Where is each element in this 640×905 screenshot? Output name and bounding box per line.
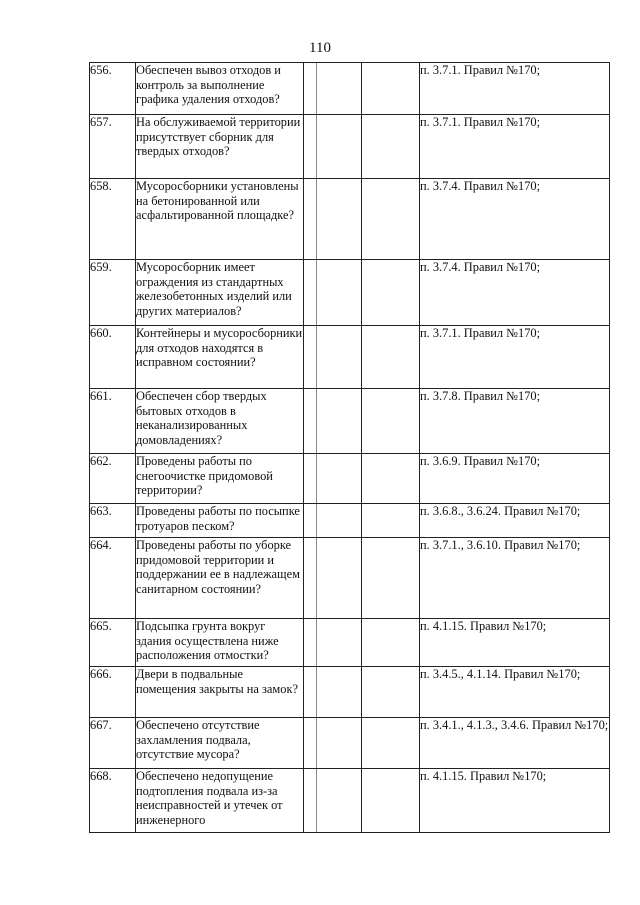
answer-cell-no[interactable] (362, 718, 420, 769)
row-reference: п. 3.6.8., 3.6.24. Правил №170; (420, 504, 610, 538)
table-row (90, 538, 610, 619)
answer-cell-no[interactable] (362, 538, 420, 619)
answer-cell-yes[interactable] (304, 504, 362, 538)
answer-cell-yes[interactable] (304, 63, 362, 115)
row-question: Обеспечен вывоз отходов и контроль за выполнение графика удаления отходов? (136, 63, 304, 115)
table-row (90, 619, 610, 667)
answer-cell-yes[interactable] (304, 260, 362, 326)
checklist-table (89, 62, 610, 833)
row-number: 660. (90, 326, 136, 389)
page-number: 110 (309, 40, 331, 56)
row-question: Мусоросборники установлены на бетонированной или асфальтированной площадке? (136, 179, 304, 260)
answer-cell-yes[interactable] (304, 538, 362, 619)
row-question: Обеспечен сбор твердых бытовых отходов в неканализированных домовладениях? (136, 389, 304, 454)
row-question: Проведены работы по посыпке тротуаров песком? (136, 504, 304, 538)
table-row (90, 260, 610, 326)
row-number: 665. (90, 619, 136, 667)
row-number: 664. (90, 538, 136, 619)
table-row (90, 667, 610, 718)
table-row (90, 326, 610, 389)
row-reference: п. 3.7.1., 3.6.10. Правил №170; (420, 538, 610, 619)
answer-cell-no[interactable] (362, 667, 420, 718)
answer-cell-no[interactable] (362, 454, 420, 504)
answer-cell-yes[interactable] (304, 389, 362, 454)
row-number: 657. (90, 115, 136, 179)
row-reference: п. 4.1.15. Правил №170; (420, 769, 610, 833)
table-row (90, 769, 610, 833)
answer-cell-yes[interactable] (304, 769, 362, 833)
answer-cell-yes[interactable] (304, 115, 362, 179)
table-row (90, 454, 610, 504)
row-reference: п. 3.7.1. Правил №170; (420, 115, 610, 179)
answer-cell-yes[interactable] (304, 718, 362, 769)
row-reference: п. 3.7.4. Правил №170; (420, 179, 610, 260)
table-row (90, 63, 610, 115)
row-number: 661. (90, 389, 136, 454)
table-row (90, 115, 610, 179)
answer-cell-yes[interactable] (304, 619, 362, 667)
answer-cell-no[interactable] (362, 326, 420, 389)
answer-cell-yes[interactable] (304, 326, 362, 389)
row-number: 668. (90, 769, 136, 833)
row-reference: п. 3.7.1. Правил №170; (420, 63, 610, 115)
row-question: Подсыпка грунта вокруг здания осуществлена ниже расположения отмостки? (136, 619, 304, 667)
answer-cell-no[interactable] (362, 260, 420, 326)
row-question: Мусоросборник имеет ограждения из стандартных железобетонных изделий или других материалов? (136, 260, 304, 326)
row-number: 666. (90, 667, 136, 718)
answer-cell-no[interactable] (362, 115, 420, 179)
row-number: 658. (90, 179, 136, 260)
row-question: Двери в подвальные помещения закрыты на замок? (136, 667, 304, 718)
row-reference: п. 4.1.15. Правил №170; (420, 619, 610, 667)
answer-cell-no[interactable] (362, 179, 420, 260)
row-number: 662. (90, 454, 136, 504)
row-question: На обслуживаемой территории присутствует сборник для твердых отходов? (136, 115, 304, 179)
row-reference: п. 3.6.9. Правил №170; (420, 454, 610, 504)
row-reference: п. 3.7.8. Правил №170; (420, 389, 610, 454)
row-reference: п. 3.4.1., 4.1.3., 3.4.6. Правил №170; (420, 718, 610, 769)
answer-cell-no[interactable] (362, 504, 420, 538)
answer-cell-no[interactable] (362, 769, 420, 833)
row-reference: п. 3.4.5., 4.1.14. Правил №170; (420, 667, 610, 718)
row-number: 667. (90, 718, 136, 769)
answer-cell-no[interactable] (362, 63, 420, 115)
row-question: Проведены работы по снегоочистке придомовой территории? (136, 454, 304, 504)
table-row (90, 504, 610, 538)
answer-cell-yes[interactable] (304, 667, 362, 718)
answer-cell-no[interactable] (362, 389, 420, 454)
answer-cell-no[interactable] (362, 619, 420, 667)
row-question: Обеспечено отсутствие захламления подвала, отсутствие мусора? (136, 718, 304, 769)
row-reference: п. 3.7.1. Правил №170; (420, 326, 610, 389)
row-number: 663. (90, 504, 136, 538)
answer-cell-yes[interactable] (304, 454, 362, 504)
row-reference: п. 3.7.4. Правил №170; (420, 260, 610, 326)
table-row (90, 389, 610, 454)
table-row (90, 718, 610, 769)
row-question: Обеспечено недопущение подтопления подвала из-за неисправностей и утечек от инженерного (136, 769, 304, 833)
row-question: Проведены работы по уборке придомовой территории и поддержании ее в надлежащем санитарном состоянии? (136, 538, 304, 619)
row-number: 656. (90, 63, 136, 115)
table-row (90, 179, 610, 260)
answer-cell-yes[interactable] (304, 179, 362, 260)
row-question: Контейнеры и мусоросборники для отходов находятся в исправном состоянии? (136, 326, 304, 389)
row-number: 659. (90, 260, 136, 326)
